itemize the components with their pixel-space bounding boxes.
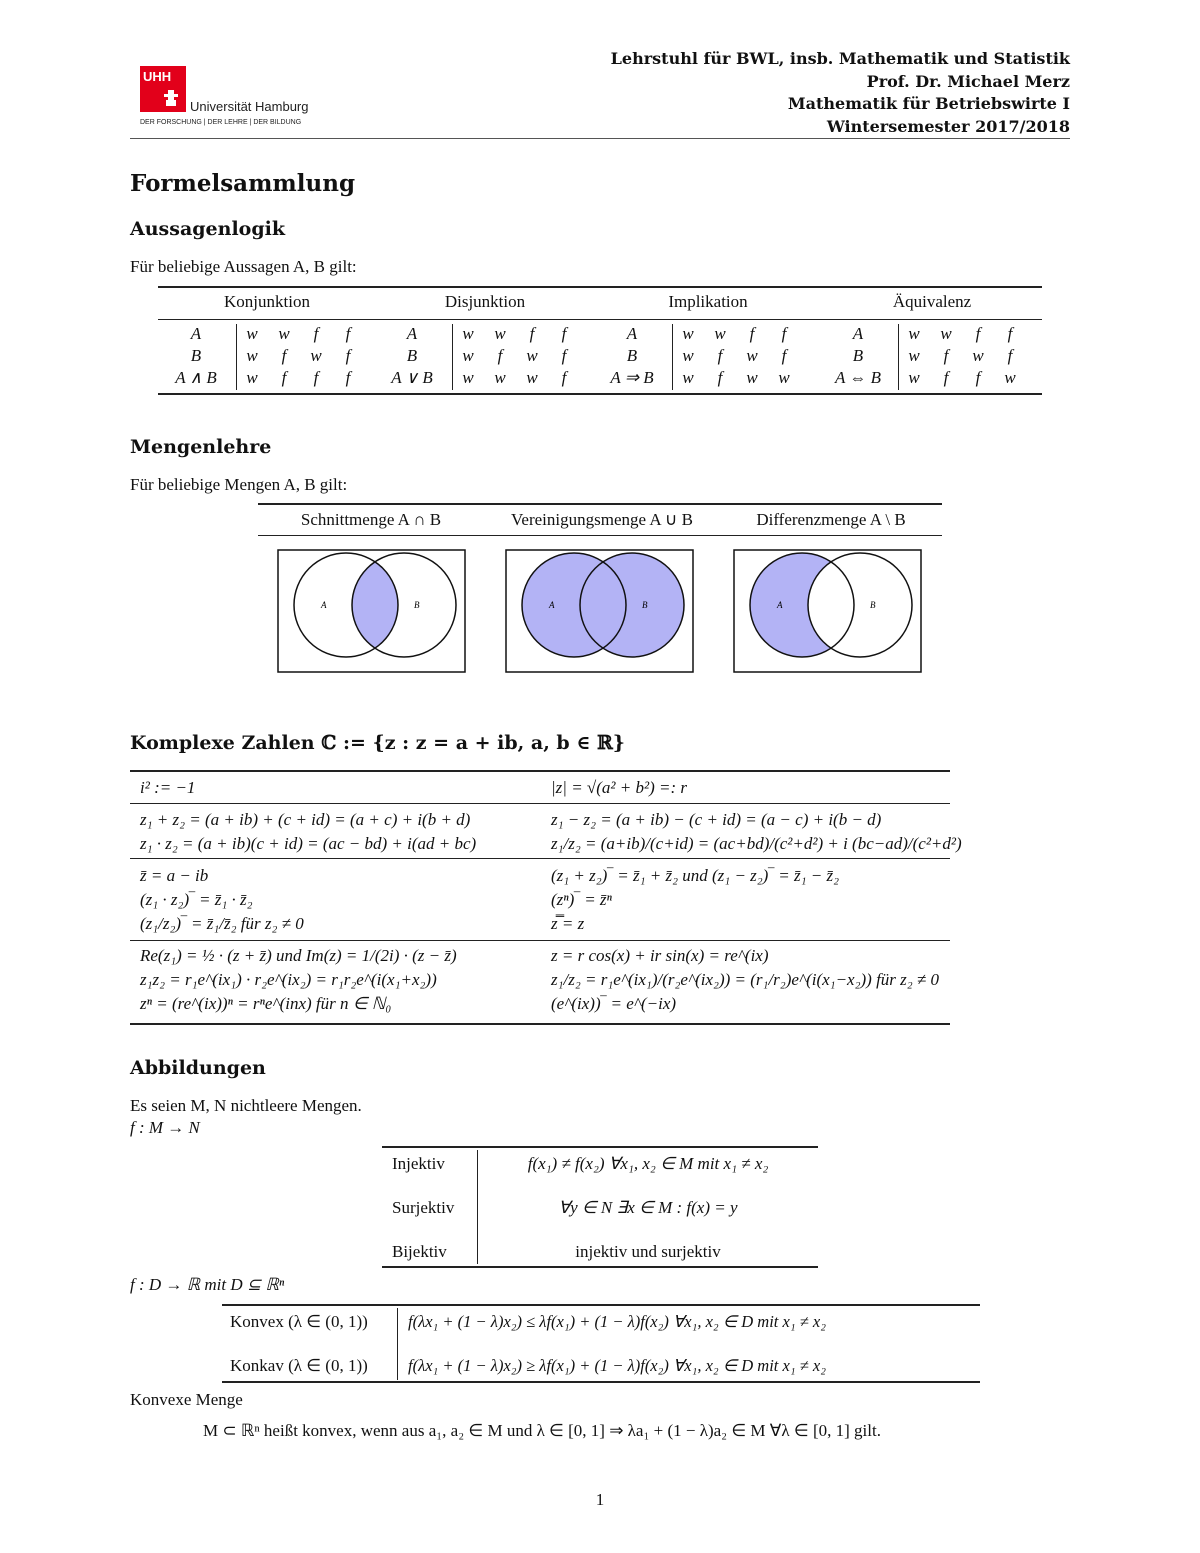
logic-truth-value: f — [561, 324, 567, 343]
venn-intersection — [276, 548, 468, 676]
page-number: 1 — [595, 1490, 605, 1509]
complex-formula: Re(z₁) = ½ · (z + z̄) und Im(z) = 1/(2i) · (z − z̄) — [140, 946, 457, 965]
sets-col-union: Vereinigungsmenge A ∪ B — [511, 510, 693, 529]
complex-formula: z = r cos(x) + ir sin(x) = re^(ix) — [551, 946, 769, 965]
maps-konkav-def: f(λx₁ + (1 − λ)x₂) ≥ λf(x₁) + (1 − λ)f(x₂) ∀x₁, x₂ ∈ D mit x₁ ≠ x₂ — [408, 1356, 826, 1375]
logo-tagline: DER FORSCHUNG | DER LEHRE | DER BILDUNG — [140, 119, 302, 126]
complex-formula: z̿ = z — [551, 914, 585, 933]
logic-table-header: Disjunktion — [444, 292, 526, 311]
logic-truth-value: w — [778, 368, 790, 387]
logic-row-label: B — [852, 346, 864, 365]
logic-truth-value: w — [494, 368, 506, 387]
logic-truth-value: w — [714, 324, 726, 343]
page-title: Formelsammlung — [130, 170, 356, 197]
logic-truth-value: w — [746, 346, 758, 365]
header-semester: Wintersemester 2017/2018 — [826, 116, 1070, 136]
logic-truth-value: f — [529, 324, 535, 343]
maps-surjektiv-def: ∀y ∈ N ∃x ∈ M : f(x) = y — [558, 1198, 738, 1217]
maps-injektiv-def: f(x₁) ≠ f(x₂) ∀x₁, x₂ ∈ M mit x₁ ≠ x₂ — [527, 1154, 769, 1173]
logic-truth-value: f — [281, 368, 287, 387]
logic-table-divider — [452, 324, 453, 390]
complex-formula: z₁ · z₂ = (a + ib)(c + id) = (ac − bd) + i(ad + bc) — [140, 834, 477, 853]
logic-bottom-rule — [158, 393, 1042, 395]
convex-set-definition: M ⊂ ℝⁿ heißt konvex, wenn aus a₁, a₂ ∈ M und λ ∈ [0, 1] ⇒ λa₁ + (1 − λ)a₂ ∈ M ∀λ ∈ [0, 1] gilt. — [203, 1421, 881, 1440]
logic-truth-value: w — [972, 346, 984, 365]
logic-truth-value: w — [494, 324, 506, 343]
maps-signature: f : M → N — [130, 1118, 200, 1137]
venn-union — [504, 548, 696, 676]
venn-difference-label-b: B — [870, 600, 876, 610]
logic-truth-value: w — [462, 346, 474, 365]
logic-row-label: B — [190, 346, 202, 365]
logic-truth-value: w — [278, 324, 290, 343]
maps-table1-vline — [477, 1150, 478, 1264]
logic-row-label: A ∧ B — [175, 368, 217, 387]
maps-heading: Abbildungen — [130, 1057, 266, 1079]
logic-table-divider — [236, 324, 237, 390]
sets-col-difference: Differenzmenge A \ B — [756, 510, 906, 529]
logic-truth-value: w — [746, 368, 758, 387]
maps-intro: Es seien M, N nichtleere Mengen. — [130, 1096, 362, 1115]
logic-truth-value: f — [345, 368, 351, 387]
maps-table2-top-rule — [222, 1304, 980, 1306]
logo-university-name: Universität Hamburg — [190, 99, 309, 114]
maps-signature2: f : D → ℝ mit D ⊆ ℝⁿ — [130, 1275, 285, 1294]
logic-row-label: A — [406, 324, 418, 343]
complex-formula: (e^(ix))‾ = e^(−ix) — [551, 994, 677, 1013]
logic-top-rule — [158, 286, 1042, 288]
logic-truth-value: w — [462, 368, 474, 387]
venn-union-label-a: A — [549, 600, 555, 610]
logic-row-label: B — [406, 346, 418, 365]
logic-truth-value: f — [717, 346, 723, 365]
logic-heading: Aussagenlogik — [130, 218, 286, 240]
logic-intro: Für beliebige Aussagen A, B gilt: — [130, 257, 357, 276]
venn-difference — [732, 548, 924, 676]
header-course: Mathematik für Betriebswirte I — [787, 94, 1070, 113]
logic-table-divider — [672, 324, 673, 390]
sets-heading: Mengenlehre — [130, 436, 272, 458]
header-professor: Prof. Dr. Michael Merz — [866, 71, 1070, 91]
logic-truth-value: w — [682, 346, 694, 365]
logic-truth-value: f — [313, 324, 319, 343]
logic-truth-value: w — [310, 346, 322, 365]
logic-table-header: Äquivalenz — [892, 292, 972, 311]
logic-truth-value: w — [908, 324, 920, 343]
logic-row-label: A — [190, 324, 202, 343]
university-logo — [140, 66, 330, 130]
logic-truth-value: f — [497, 346, 503, 365]
logic-row-label: A ∨ B — [391, 368, 433, 387]
logic-truth-value: f — [943, 346, 949, 365]
logic-table-divider — [898, 324, 899, 390]
sets-top-rule — [258, 503, 942, 505]
complex-rule-2 — [130, 858, 950, 859]
logic-row-label: A ⇔ B — [835, 368, 881, 387]
logic-truth-value: f — [561, 346, 567, 365]
logic-truth-value: f — [975, 324, 981, 343]
header-info — [611, 48, 1070, 138]
logic-truth-value: f — [281, 346, 287, 365]
logic-row-label: A — [626, 324, 638, 343]
logic-truth-value: w — [682, 324, 694, 343]
complex-formula: z₁/z₂ = (a+ib)/(c+id) = (ac+bd)/(c²+d²) + i (bc−ad)/(c²+d²) — [551, 834, 962, 853]
maps-table1-bottom-rule — [382, 1266, 818, 1268]
complex-heading: Komplexe Zahlen ℂ := {z : z = a + ib, a, b ∈ ℝ} — [130, 732, 626, 754]
logic-table-header: Implikation — [668, 292, 748, 311]
logic-truth-value: w — [940, 324, 952, 343]
logic-row-label: B — [626, 346, 638, 365]
complex-formula: (z₁ · z₂)‾ = z̄₁ · z̄₂ — [140, 890, 253, 909]
uhh-logo-graphic — [140, 66, 330, 130]
logic-truth-value: w — [908, 346, 920, 365]
logic-truth-value: f — [749, 324, 755, 343]
logic-row-label: A ⇒ B — [610, 368, 654, 387]
logic-truth-value: w — [682, 368, 694, 387]
logic-truth-value: f — [975, 368, 981, 387]
maps-table1-top-rule — [382, 1146, 818, 1148]
logic-truth-value: f — [781, 324, 787, 343]
header-chair: Lehrstuhl für BWL, insb. Mathematik und Statistik — [610, 49, 1070, 68]
sets-mid-rule — [258, 535, 942, 536]
logic-truth-value: f — [1007, 324, 1013, 343]
logic-table-header: Konjunktion — [224, 292, 310, 311]
complex-formula: |z| = √(a² + b²) =: r — [551, 778, 687, 797]
logic-truth-value: w — [246, 346, 258, 365]
complex-formula: zⁿ = (re^(ix))ⁿ = rⁿe^(inx) für n ∈ ℕ₀ — [140, 994, 392, 1013]
sets-intro: Für beliebige Mengen A, B gilt: — [130, 475, 348, 494]
venn-union-label-b: B — [642, 600, 648, 610]
complex-formula: (z₁/z₂)‾ = z̄₁/z̄₂ für z₂ ≠ 0 — [140, 914, 304, 933]
logo-uhh-text: UHH — [143, 69, 172, 84]
logic-mid-rule — [158, 319, 1042, 320]
logic-truth-value: f — [943, 368, 949, 387]
complex-rule-4 — [130, 1023, 950, 1025]
logic-truth-value: f — [781, 346, 787, 365]
logic-truth-value: w — [246, 368, 258, 387]
logic-truth-value: f — [345, 324, 351, 343]
maps-table2-bottom-rule — [222, 1381, 980, 1383]
sets-col-intersection: Schnittmenge A ∩ B — [300, 510, 442, 529]
maps-bijektiv-label: Bijektiv — [392, 1242, 447, 1261]
maps-konvex-label: Konvex (λ ∈ (0, 1)) — [230, 1312, 368, 1331]
venn-intersection-label-a: A — [321, 600, 327, 610]
logic-truth-value: f — [345, 346, 351, 365]
logic-truth-value: f — [1007, 346, 1013, 365]
maps-injektiv-label: Injektiv — [392, 1154, 445, 1173]
complex-formula: (z₁ + z₂)‾ = z̄₁ + z̄₂ und (z₁ − z₂)‾ = z̄₁ − z̄₂ — [551, 866, 840, 885]
complex-formula: z₁z₂ = r₁e^(ix₁) · r₂e^(ix₂) = r₁r₂e^(i(x₁+x₂)) — [140, 970, 437, 989]
complex-formula: z₁ − z₂ = (a + ib) − (c + id) = (a − c) + i(b − d) — [551, 810, 882, 829]
logic-truth-value: f — [561, 368, 567, 387]
logic-truth-value: w — [1004, 368, 1016, 387]
maps-table2-vline — [397, 1308, 398, 1380]
logic-truth-value: w — [526, 346, 538, 365]
maps-bijektiv-def: injektiv und surjektiv — [575, 1242, 721, 1261]
complex-rule-3 — [130, 940, 950, 941]
maps-surjektiv-label: Surjektiv — [392, 1198, 455, 1217]
complex-formula: (zⁿ)‾ = z̄ⁿ — [551, 890, 612, 909]
venn-intersection-label-b: B — [414, 600, 420, 610]
logic-truth-value: w — [462, 324, 474, 343]
complex-rule-0 — [130, 770, 950, 772]
logic-truth-value: w — [246, 324, 258, 343]
logic-truth-value: w — [526, 368, 538, 387]
complex-formula: z̄ = a − ib — [140, 866, 209, 885]
logic-row-label: A — [852, 324, 864, 343]
logic-truth-value: f — [717, 368, 723, 387]
header-divider — [130, 138, 1070, 139]
venn-difference-label-a: A — [777, 600, 783, 610]
complex-formula: i² := −1 — [140, 778, 196, 797]
complex-formula: z₁ + z₂ = (a + ib) + (c + id) = (a + c) + i(b + d) — [140, 810, 471, 829]
maps-konkav-label: Konkav (λ ∈ (0, 1)) — [230, 1356, 368, 1375]
complex-formula: z₁/z₂ = r₁e^(ix₁)/(r₂e^(ix₂)) = (r₁/r₂)e^(i(x₁−x₂)) für z₂ ≠ 0 — [551, 970, 940, 989]
logic-truth-value: f — [313, 368, 319, 387]
maps-konvex-def: f(λx₁ + (1 − λ)x₂) ≤ λf(x₁) + (1 − λ)f(x₂) ∀x₁, x₂ ∈ D mit x₁ ≠ x₂ — [408, 1312, 826, 1331]
complex-rule-1 — [130, 803, 950, 804]
logic-truth-value: w — [908, 368, 920, 387]
convex-set-title: Konvexe Menge — [130, 1390, 243, 1409]
